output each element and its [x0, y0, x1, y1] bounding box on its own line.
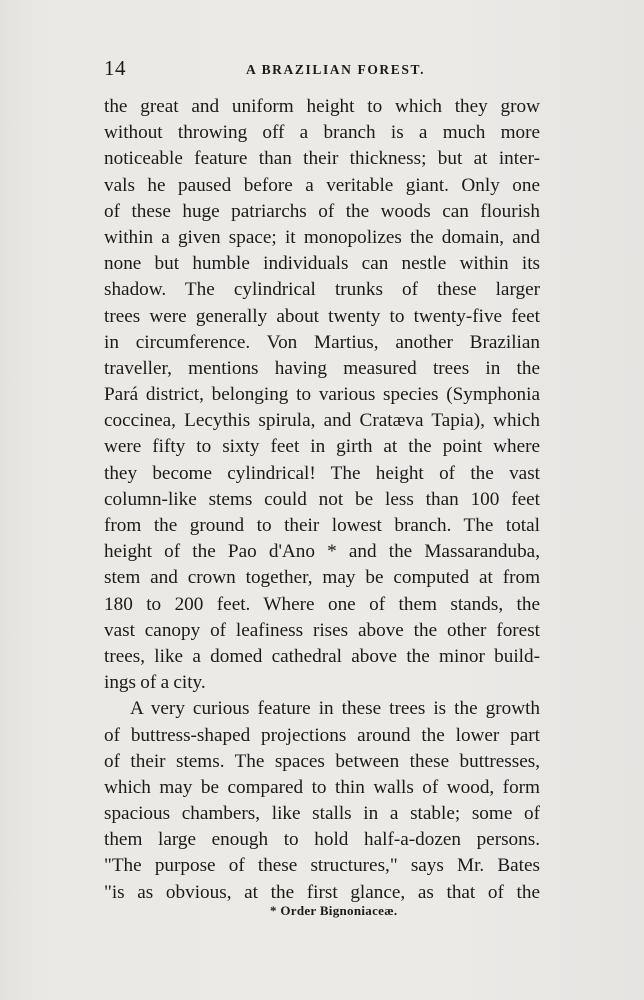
paragraph-2: [104, 696, 540, 906]
text-line: vals he paused before a veritable giant. Only one: [104, 174, 540, 196]
text-line: in circumference. Von Martius, another Brazilian: [104, 331, 540, 353]
text-line: within a given space; it monopolizes the domain, and: [104, 226, 540, 248]
text-line: none but humble individuals can nestle within its: [104, 253, 540, 275]
text-line: trees, like a domed cathedral above the minor build-: [104, 645, 540, 667]
text-line: the great and uniform height to which they grow: [104, 96, 540, 117]
text-line: "is as obvious, at the first glance, as that of the: [104, 881, 540, 903]
text-line: height of the Pao d'Ano * and the Massaranduba,: [104, 541, 540, 563]
text-line: 180 to 200 feet. Where one of them stands, the: [104, 593, 540, 615]
text-line: ings of a city.: [104, 672, 206, 694]
text-line: spacious chambers, like stalls in a stable; some of: [104, 803, 540, 825]
text-line: trees were generally about twenty to twenty-five feet: [104, 305, 540, 327]
text-line: shadow. The cylindrical trunks of these larger: [104, 279, 540, 301]
body-text: [104, 94, 540, 906]
text-line: of buttress-shaped projections around the lower part: [104, 724, 540, 746]
text-line: from the ground to their lowest branch. The total: [104, 515, 540, 536]
text-line: stem and crown together, may be computed at from: [104, 567, 540, 589]
text-line: column-like stems could not be less than 100 feet: [104, 488, 540, 510]
text-line: were fifty to sixty feet in girth at the point where: [104, 436, 540, 458]
text-line: "The purpose of these structures," says Mr. Bates: [104, 855, 540, 877]
page-number: 14: [104, 56, 126, 80]
text-line: traveller, mentions having measured trees in the: [104, 357, 540, 379]
text-line: noticeable feature than their thickness; but at inter-: [104, 148, 540, 170]
paragraph-1: [104, 94, 540, 696]
footnote: * Order Bignoniaceæ.: [270, 903, 398, 918]
text-line: them large enough to hold half-a-dozen persons.: [104, 829, 540, 851]
page-header: [104, 56, 542, 82]
running-head: A BRAZILIAN FOREST.: [246, 62, 426, 77]
text-line: vast canopy of leafiness rises above the other forest: [104, 619, 540, 641]
text-line: A very curious feature in these trees is the growth: [130, 698, 540, 720]
text-line: Pará district, belonging to various species (Symphonia: [104, 384, 540, 406]
text-line: coccinea, Lecythis spirula, and Cratæva Tapia), which: [104, 410, 540, 432]
text-line: of their stems. The spaces between these buttresses,: [104, 750, 540, 772]
text-line: without throwing off a branch is a much more: [104, 122, 540, 144]
text-line: of these huge patriarchs of the woods can flourish: [104, 200, 540, 222]
text-line: they become cylindrical! The height of the vast: [104, 462, 540, 484]
text-line: which may be compared to thin walls of wood, form: [104, 776, 540, 798]
